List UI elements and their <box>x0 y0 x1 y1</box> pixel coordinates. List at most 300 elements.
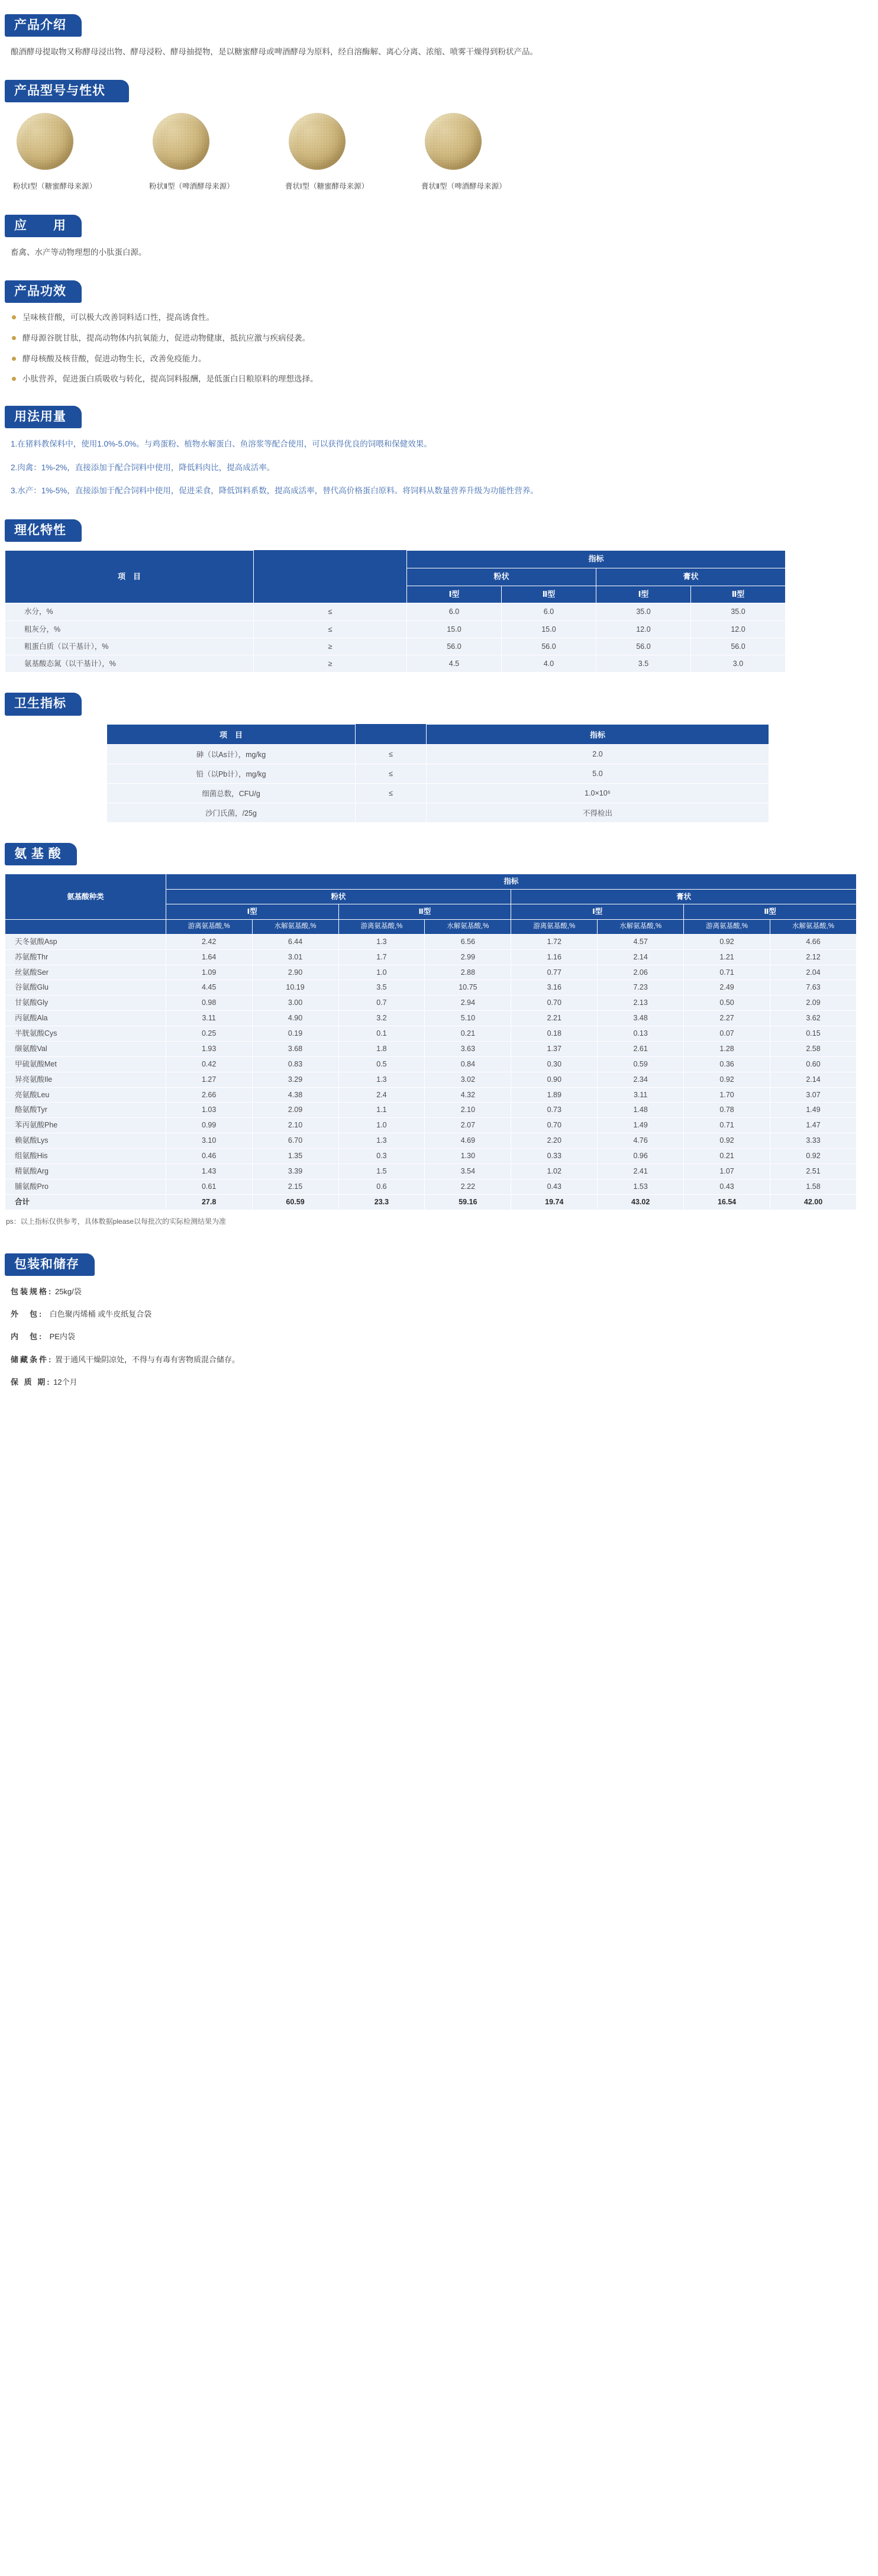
cell: 4.90 <box>252 1011 338 1026</box>
row-value: 5.0 <box>427 764 769 783</box>
section-physical <box>0 519 878 673</box>
packaging-row <box>11 1307 866 1321</box>
th-paste: 膏状 <box>596 568 786 586</box>
cell: 2.14 <box>598 949 684 965</box>
row-symbol: ≤ <box>254 603 407 620</box>
packaging-label: 包装规格: <box>11 1287 53 1296</box>
th-paste-type2: Ⅱ型 <box>684 904 857 920</box>
cell: 4.76 <box>598 1133 684 1149</box>
th-free: 游离氨基酸,% <box>511 920 598 935</box>
cell: 16.54 <box>684 1194 770 1210</box>
powder-ball-icon <box>153 113 209 170</box>
cell: 0.1 <box>338 1026 425 1042</box>
cell: 2.99 <box>425 949 511 965</box>
th-type2-powder: Ⅱ型 <box>502 586 596 603</box>
product-item <box>421 113 557 191</box>
cell: 2.09 <box>770 996 857 1011</box>
row-name: 粗蛋白质（以干基计），% <box>5 638 254 655</box>
cell: 0.98 <box>166 996 252 1011</box>
th-spacer <box>5 920 166 935</box>
list-item: 酵母源谷胱甘肽，提高动物体内抗氧能力，促进动物健康，抵抗应激与疾病侵袭。 <box>12 332 866 345</box>
cell: 3.5 <box>338 980 425 996</box>
section-amino-acid-title: 氨 基 酸 <box>5 843 77 865</box>
row-value: 不得检出 <box>427 803 769 822</box>
paste-ball-icon <box>425 113 482 170</box>
row-name: 半胱氨酸Cys <box>5 1026 166 1042</box>
cell: 1.0 <box>338 965 425 980</box>
section-efficacy-header <box>5 280 878 303</box>
cell: 0.42 <box>166 1056 252 1072</box>
table-row <box>5 1072 857 1087</box>
section-hygiene-header <box>5 693 878 715</box>
table-row <box>5 1179 857 1194</box>
usage-line: 3.水产：1%-5%，直接添加于配合饲料中使用，促进采食，降低饵料系数，提高成活率，替代高价格蛋白原料。将饲料从数量营养升级为功能性营养。 <box>11 486 538 496</box>
section-models <box>0 80 878 191</box>
section-application <box>0 215 878 260</box>
cell: 6.44 <box>252 934 338 949</box>
cell: 1.3 <box>338 1072 425 1087</box>
cell: 3.54 <box>425 1163 511 1179</box>
row-name: 缬氨酸Val <box>5 1041 166 1056</box>
cell: 1.58 <box>770 1179 857 1194</box>
packaging-value: 白色聚丙烯桶 或牛皮纸复合袋 <box>49 1310 152 1318</box>
cell: 1.8 <box>338 1041 425 1056</box>
cell: 0.77 <box>511 965 598 980</box>
cell-paste-1: 12.0 <box>596 620 691 638</box>
packaging-row <box>11 1375 866 1389</box>
cell: 3.00 <box>252 996 338 1011</box>
row-symbol: ≥ <box>254 655 407 673</box>
row-symbol: ≥ <box>254 638 407 655</box>
cell: 43.02 <box>598 1194 684 1210</box>
cell: 2.14 <box>770 1072 857 1087</box>
th-spacer <box>254 586 407 603</box>
cell: 3.39 <box>252 1163 338 1179</box>
table-row <box>5 1087 857 1103</box>
cell: 1.64 <box>166 949 252 965</box>
cell: 4.57 <box>598 934 684 949</box>
table-row <box>5 1103 857 1118</box>
section-packaging <box>0 1253 878 1390</box>
cell: 2.66 <box>166 1087 252 1103</box>
product-item <box>285 113 421 191</box>
table-row <box>5 1011 857 1026</box>
table-row <box>5 1118 857 1133</box>
row-name: 丝氨酸Ser <box>5 965 166 980</box>
cell: 3.48 <box>598 1011 684 1026</box>
section-usage-header <box>5 406 878 428</box>
row-name: 赖氨酸Lys <box>5 1133 166 1149</box>
cell: 3.33 <box>770 1133 857 1149</box>
cell: 2.49 <box>684 980 770 996</box>
cell: 3.62 <box>770 1011 857 1026</box>
table-row <box>5 1163 857 1179</box>
section-efficacy <box>0 280 878 385</box>
cell: 0.21 <box>425 1026 511 1042</box>
list-item: 小肽营养，促进蛋白质吸收与转化，提高饲料报酬，是低蛋白日粮原料的理想选择。 <box>12 373 866 386</box>
cell: 1.3 <box>338 934 425 949</box>
cell: 2.94 <box>425 996 511 1011</box>
cell: 59.16 <box>425 1194 511 1210</box>
cell-paste-1: 35.0 <box>596 603 691 620</box>
cell: 4.66 <box>770 934 857 949</box>
th-free: 游离氨基酸,% <box>338 920 425 935</box>
product-item <box>149 113 285 191</box>
amino-acid-table <box>5 874 857 1210</box>
cell: 1.43 <box>166 1163 252 1179</box>
cell: 0.7 <box>338 996 425 1011</box>
cell: 6.56 <box>425 934 511 949</box>
section-packaging-title: 包装和储存 <box>5 1253 95 1276</box>
cell-paste-2: 35.0 <box>691 603 786 620</box>
cell: 1.30 <box>425 1149 511 1164</box>
section-application-title: 应 用 <box>5 215 82 237</box>
usage-line: 2.肉禽：1%-2%，直接添加于配合饲料中使用，降低料肉比，提高成活率。 <box>11 463 275 472</box>
th-type1-paste: Ⅰ型 <box>596 586 691 603</box>
cell: 19.74 <box>511 1194 598 1210</box>
list-item: 酵母核酸及核苷酸，促进动物生长，改善免疫能力。 <box>12 353 866 366</box>
packaging-value: 置于通风干燥阴凉处，不得与有毒有害物质混合储存。 <box>54 1355 240 1364</box>
th-kind: 氨基酸种类 <box>5 874 166 920</box>
table-row <box>5 1056 857 1072</box>
th-spacer <box>254 550 407 568</box>
cell: 2.88 <box>425 965 511 980</box>
th-powder: 粉状 <box>407 568 596 586</box>
th-index: 指标 <box>407 550 786 568</box>
cell-powder-2: 6.0 <box>502 603 596 620</box>
table-row <box>5 949 857 965</box>
cell-powder-1: 4.5 <box>407 655 502 673</box>
cell: 0.43 <box>684 1179 770 1194</box>
cell: 1.53 <box>598 1179 684 1194</box>
product-caption: 膏状Ⅰ型（糖蜜酵母来源） <box>285 182 369 191</box>
cell: 1.03 <box>166 1103 252 1118</box>
cell-powder-2: 15.0 <box>502 620 596 638</box>
cell: 2.10 <box>425 1103 511 1118</box>
cell: 0.25 <box>166 1026 252 1042</box>
th-hydro: 水解氨基酸,% <box>252 920 338 935</box>
cell: 0.92 <box>684 1072 770 1087</box>
th-type2-paste: Ⅱ型 <box>691 586 786 603</box>
table-row <box>5 603 786 620</box>
row-name: 脯氨酸Pro <box>5 1179 166 1194</box>
cell: 3.29 <box>252 1072 338 1087</box>
cell-powder-2: 56.0 <box>502 638 596 655</box>
cell: 1.47 <box>770 1118 857 1133</box>
cell: 42.00 <box>770 1194 857 1210</box>
section-efficacy-title: 产品功效 <box>5 280 82 303</box>
table-row <box>5 638 786 655</box>
cell: 5.10 <box>425 1011 511 1026</box>
product-gallery <box>13 113 878 191</box>
cell: 2.90 <box>252 965 338 980</box>
section-intro <box>0 0 878 60</box>
cell: 3.10 <box>166 1133 252 1149</box>
section-hygiene-title: 卫生指标 <box>5 693 82 715</box>
section-amino-acid <box>0 843 878 1226</box>
table-row <box>5 1133 857 1149</box>
cell: 3.11 <box>598 1087 684 1103</box>
cell: 1.35 <box>252 1149 338 1164</box>
cell: 0.21 <box>684 1149 770 1164</box>
section-models-header <box>5 80 878 102</box>
cell: 3.11 <box>166 1011 252 1026</box>
cell: 0.70 <box>511 1118 598 1133</box>
row-name: 甘氨酸Gly <box>5 996 166 1011</box>
cell: 2.27 <box>684 1011 770 1026</box>
packaging-value: 25kg/袋 <box>54 1287 82 1296</box>
cell: 0.73 <box>511 1103 598 1118</box>
cell: 1.02 <box>511 1163 598 1179</box>
cell: 1.49 <box>598 1118 684 1133</box>
packaging-value: 12个月 <box>53 1378 78 1387</box>
cell: 3.07 <box>770 1087 857 1103</box>
table-row <box>107 744 769 764</box>
cell: 0.30 <box>511 1056 598 1072</box>
cell: 3.16 <box>511 980 598 996</box>
cell: 0.07 <box>684 1026 770 1042</box>
cell: 0.96 <box>598 1149 684 1164</box>
physical-properties-table <box>5 550 786 673</box>
cell-paste-2: 12.0 <box>691 620 786 638</box>
cell: 3.02 <box>425 1072 511 1087</box>
cell: 0.60 <box>770 1056 857 1072</box>
cell: 0.18 <box>511 1026 598 1042</box>
cell: 0.61 <box>166 1179 252 1194</box>
product-caption: 粉状Ⅱ型（啤酒酵母来源） <box>149 182 234 191</box>
cell: 0.71 <box>684 1118 770 1133</box>
cell: 0.5 <box>338 1056 425 1072</box>
packaging-label: 内 包: <box>11 1332 44 1342</box>
cell: 2.06 <box>598 965 684 980</box>
table-row <box>107 803 769 822</box>
paste-ball-icon <box>289 113 346 170</box>
row-name: 精氨酸Arg <box>5 1163 166 1179</box>
th-powder-type1: Ⅰ型 <box>166 904 338 920</box>
cell: 10.19 <box>252 980 338 996</box>
cell: 23.3 <box>338 1194 425 1210</box>
cell: 2.22 <box>425 1179 511 1194</box>
th-type1-powder: Ⅰ型 <box>407 586 502 603</box>
cell: 7.23 <box>598 980 684 996</box>
table-row <box>5 1026 857 1042</box>
cell: 0.46 <box>166 1149 252 1164</box>
th-spacer <box>254 568 407 586</box>
packaging-label: 储藏条件: <box>11 1355 53 1364</box>
cell: 2.42 <box>166 934 252 949</box>
cell: 2.12 <box>770 949 857 965</box>
cell: 0.83 <box>252 1056 338 1072</box>
row-value: 1.0×10⁶ <box>427 783 769 803</box>
th-spacer <box>356 724 427 744</box>
cell: 2.20 <box>511 1133 598 1149</box>
cell-powder-1: 6.0 <box>407 603 502 620</box>
packaging-row <box>11 1284 866 1299</box>
cell: 0.70 <box>511 996 598 1011</box>
cell: 4.45 <box>166 980 252 996</box>
intro-text: 酿酒酵母提取物又称酵母浸出物、酵母浸粉、酵母抽提物，是以糖蜜酵母或啤酒酵母为原料，经自溶酶解、离心分离、浓缩、喷雾干燥得到粉状产品。 <box>11 47 538 57</box>
cell-paste-1: 56.0 <box>596 638 691 655</box>
cell: 1.27 <box>166 1072 252 1087</box>
cell: 1.49 <box>770 1103 857 1118</box>
section-intro-title: 产品介绍 <box>5 14 82 37</box>
th-free: 游离氨基酸,% <box>684 920 770 935</box>
row-name: 苏氨酸Thr <box>5 949 166 965</box>
cell: 1.93 <box>166 1041 252 1056</box>
packaging-row <box>11 1352 866 1367</box>
row-name: 细菌总数，CFU/g <box>107 783 356 803</box>
cell-paste-2: 56.0 <box>691 638 786 655</box>
cell: 1.07 <box>684 1163 770 1179</box>
table-row <box>107 783 769 803</box>
cell: 2.41 <box>598 1163 684 1179</box>
cell: 60.59 <box>252 1194 338 1210</box>
section-packaging-header <box>5 1253 878 1276</box>
cell-powder-1: 15.0 <box>407 620 502 638</box>
cell: 3.01 <box>252 949 338 965</box>
cell: 2.4 <box>338 1087 425 1103</box>
row-name: 丙氨酸Ala <box>5 1011 166 1026</box>
th-paste-type1: Ⅰ型 <box>511 904 684 920</box>
section-physical-header <box>5 519 878 542</box>
cell: 2.07 <box>425 1118 511 1133</box>
cell: 2.15 <box>252 1179 338 1194</box>
cell: 0.59 <box>598 1056 684 1072</box>
cell: 10.75 <box>425 980 511 996</box>
row-name: 组氨酸His <box>5 1149 166 1164</box>
section-usage <box>0 406 878 499</box>
th-free: 游离氨基酸,% <box>166 920 252 935</box>
cell: 0.71 <box>684 965 770 980</box>
cell: 0.92 <box>684 934 770 949</box>
cell: 1.28 <box>684 1041 770 1056</box>
th-hydro: 水解氨基酸,% <box>598 920 684 935</box>
cell: 2.10 <box>252 1118 338 1133</box>
cell: 0.3 <box>338 1149 425 1164</box>
cell: 1.89 <box>511 1087 598 1103</box>
cell: 1.16 <box>511 949 598 965</box>
row-symbol <box>356 803 427 822</box>
list-item: 呈味核苷酸，可以极大改善饲料适口性，提高诱食性。 <box>12 311 866 324</box>
table-row-total <box>5 1194 857 1210</box>
cell: 2.51 <box>770 1163 857 1179</box>
hygiene-table <box>106 724 769 823</box>
cell: 0.6 <box>338 1179 425 1194</box>
cell-paste-1: 3.5 <box>596 655 691 673</box>
cell: 1.37 <box>511 1041 598 1056</box>
row-symbol: ≤ <box>356 764 427 783</box>
cell: 3.68 <box>252 1041 338 1056</box>
application-text: 畜禽、水产等动物理想的小肽蛋白源。 <box>11 248 147 257</box>
section-physical-title: 理化特性 <box>5 519 82 542</box>
th-index: 指标 <box>166 874 856 889</box>
product-caption: 膏状Ⅱ型（啤酒酵母来源） <box>421 182 506 191</box>
cell: 1.5 <box>338 1163 425 1179</box>
cell: 4.38 <box>252 1087 338 1103</box>
section-amino-acid-header <box>5 843 878 865</box>
cell-powder-2: 4.0 <box>502 655 596 673</box>
cell: 0.92 <box>770 1149 857 1164</box>
table-row <box>5 620 786 638</box>
row-name: 亮氨酸Leu <box>5 1087 166 1103</box>
cell: 1.48 <box>598 1103 684 1118</box>
table-row <box>107 764 769 783</box>
cell: 2.04 <box>770 965 857 980</box>
packaging-label: 外 包: <box>11 1310 44 1318</box>
row-name: 铅（以Pb计），mg/kg <box>107 764 356 783</box>
th-powder: 粉状 <box>166 889 511 904</box>
cell: 4.69 <box>425 1133 511 1149</box>
cell: 2.61 <box>598 1041 684 1056</box>
row-name: 水分，% <box>5 603 254 620</box>
cell: 6.70 <box>252 1133 338 1149</box>
cell: 1.7 <box>338 949 425 965</box>
cell: 2.58 <box>770 1041 857 1056</box>
cell: 0.19 <box>252 1026 338 1042</box>
cell: 0.84 <box>425 1056 511 1072</box>
row-symbol: ≤ <box>254 620 407 638</box>
packaging-value: PE内袋 <box>49 1332 75 1342</box>
cell: 1.1 <box>338 1103 425 1118</box>
th-item: 项 目 <box>5 550 254 603</box>
table-row <box>5 1041 857 1056</box>
cell: 3.2 <box>338 1011 425 1026</box>
row-name: 砷（以As计），mg/kg <box>107 744 356 764</box>
product-caption: 粉状Ⅰ型（糖蜜酵母来源） <box>13 182 97 191</box>
efficacy-list <box>12 311 866 385</box>
th-item: 项 目 <box>107 724 356 744</box>
cell: 1.72 <box>511 934 598 949</box>
cell: 0.99 <box>166 1118 252 1133</box>
th-paste: 膏状 <box>511 889 857 904</box>
th-powder-type2: Ⅱ型 <box>338 904 511 920</box>
packaging-label: 保 质 期: <box>11 1378 51 1387</box>
cell: 0.90 <box>511 1072 598 1087</box>
cell: 2.13 <box>598 996 684 1011</box>
section-application-header <box>5 215 878 237</box>
row-name: 甲硫氨酸Met <box>5 1056 166 1072</box>
row-name: 合计 <box>5 1194 166 1210</box>
cell: 0.78 <box>684 1103 770 1118</box>
row-symbol: ≤ <box>356 744 427 764</box>
cell: 1.3 <box>338 1133 425 1149</box>
th-hydro: 水解氨基酸,% <box>425 920 511 935</box>
table-row <box>5 965 857 980</box>
cell: 0.92 <box>684 1133 770 1149</box>
cell: 0.15 <box>770 1026 857 1042</box>
cell: 1.09 <box>166 965 252 980</box>
amino-acid-note: ps：以上指标仅供参考，具体数据please以每批次的实际检测结果为准 <box>6 1217 227 1226</box>
row-name: 酪氨酸Tyr <box>5 1103 166 1118</box>
section-models-title: 产品型号与性状 <box>5 80 129 102</box>
cell: 1.21 <box>684 949 770 965</box>
powder-ball-icon <box>17 113 73 170</box>
cell: 0.13 <box>598 1026 684 1042</box>
cell: 0.50 <box>684 996 770 1011</box>
row-name: 粗灰分，% <box>5 620 254 638</box>
section-hygiene <box>0 693 878 822</box>
row-symbol: ≤ <box>356 783 427 803</box>
row-name: 沙门氏菌，/25g <box>107 803 356 822</box>
th-hydro: 水解氨基酸,% <box>770 920 857 935</box>
th-index: 指标 <box>427 724 769 744</box>
row-value: 2.0 <box>427 744 769 764</box>
table-row <box>5 1149 857 1164</box>
cell: 1.0 <box>338 1118 425 1133</box>
cell: 2.09 <box>252 1103 338 1118</box>
cell: 0.36 <box>684 1056 770 1072</box>
cell: 27.8 <box>166 1194 252 1210</box>
